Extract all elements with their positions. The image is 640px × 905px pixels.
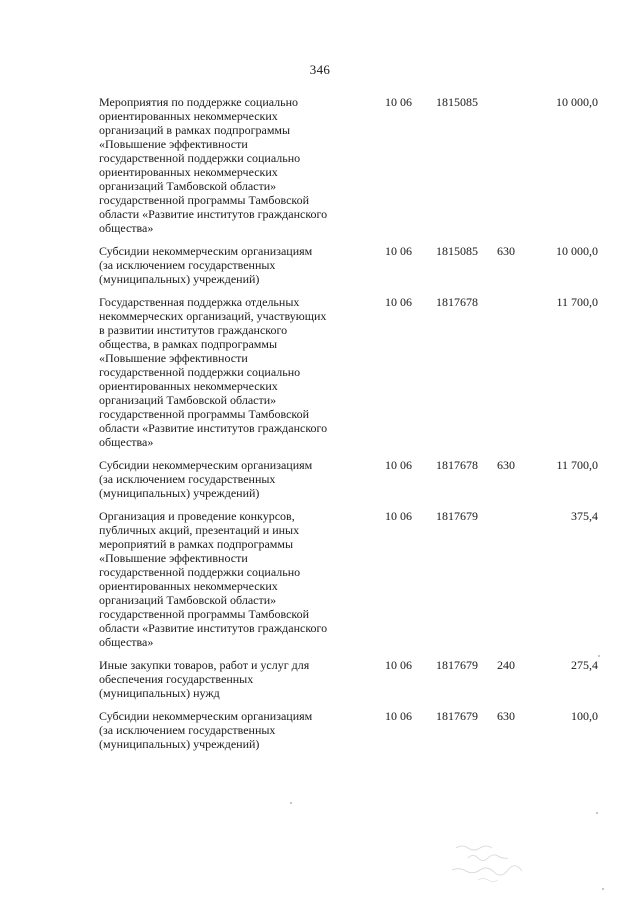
row-amount: 100,0 — [571, 709, 598, 723]
row-section-code: 10 06 — [385, 95, 412, 109]
row-target-code: 1815085 — [436, 244, 478, 258]
row-description: Мероприятия по поддержке социально ориентированных некоммерческих организаций в рамках подпрограммы «Повышение эффективности государственной поддержки социально ориентированных некоммерческих организаций Тамбовской области» государственной программы Тамбовской области «Развитие институтов гражданского общества» — [99, 95, 328, 235]
row-description: Субсидии некоммерческим организациям (за исключением государственных (муниципальных) учреждений) — [99, 244, 313, 286]
scan-speck — [290, 802, 292, 804]
row-target-code: 1817679 — [436, 658, 478, 672]
row-description: Иные закупки товаров, работ и услуг для обеспечения государственных (муниципальных) нужд — [99, 658, 310, 700]
table-row — [0, 458, 640, 509]
row-expense-type: 630 — [497, 244, 515, 258]
row-target-code: 1815085 — [436, 95, 478, 109]
row-section-code: 10 06 — [385, 658, 412, 672]
page-number: 346 — [309, 62, 331, 77]
row-expense-type: 630 — [497, 709, 515, 723]
row-description: Государственная поддержка отдельных некоммерческих организаций, участвующих в развитии институтов гражданского общества, в рамках подпрограммы «Повышение эффективности государственной поддержки социально ориентированных некоммерческих организаций Тамбовской области» государственной программы Тамбовской области «Развитие институтов гражданского общества» — [99, 295, 328, 449]
row-section-code: 10 06 — [385, 709, 412, 723]
table-row — [0, 244, 640, 295]
row-section-code: 10 06 — [385, 244, 412, 258]
row-description: Субсидии некоммерческим организациям (за исключением государственных (муниципальных) учреждений) — [99, 709, 313, 751]
row-target-code: 1817678 — [436, 295, 478, 309]
row-target-code: 1817679 — [436, 509, 478, 523]
table-row — [0, 658, 640, 709]
row-amount: 275,4 — [571, 658, 598, 672]
row-target-code: 1817679 — [436, 709, 478, 723]
table-row — [0, 709, 640, 760]
row-target-code: 1817678 — [436, 458, 478, 472]
row-amount: 10 000,0 — [556, 95, 598, 109]
row-amount: 10 000,0 — [556, 244, 598, 258]
faint-stamp-mark — [448, 836, 568, 886]
scan-speck — [598, 655, 600, 657]
row-description: Субсидии некоммерческим организациям (за исключением государственных (муниципальных) учреждений) — [99, 458, 313, 500]
row-description: Организация и проведение конкурсов, публичных акций, презентаций и иных мероприятий в рамках подпрограммы «Повышение эффективности государственной поддержки социально ориентированных некоммерческих организаций Тамбовской области» государственной программы Тамбовской области «Развитие институтов гражданского общества» — [99, 509, 328, 649]
budget-table — [0, 95, 640, 760]
scan-speck — [596, 812, 598, 814]
row-amount: 11 700,0 — [556, 295, 598, 309]
row-section-code: 10 06 — [385, 509, 412, 523]
row-amount: 375,4 — [571, 509, 598, 523]
row-expense-type: 240 — [497, 658, 515, 672]
row-section-code: 10 06 — [385, 458, 412, 472]
scan-speck — [602, 888, 604, 890]
row-amount: 11 700,0 — [556, 458, 598, 472]
row-expense-type: 630 — [497, 458, 515, 472]
row-section-code: 10 06 — [385, 295, 412, 309]
table-row — [0, 295, 640, 458]
table-row — [0, 95, 640, 244]
table-row — [0, 509, 640, 658]
